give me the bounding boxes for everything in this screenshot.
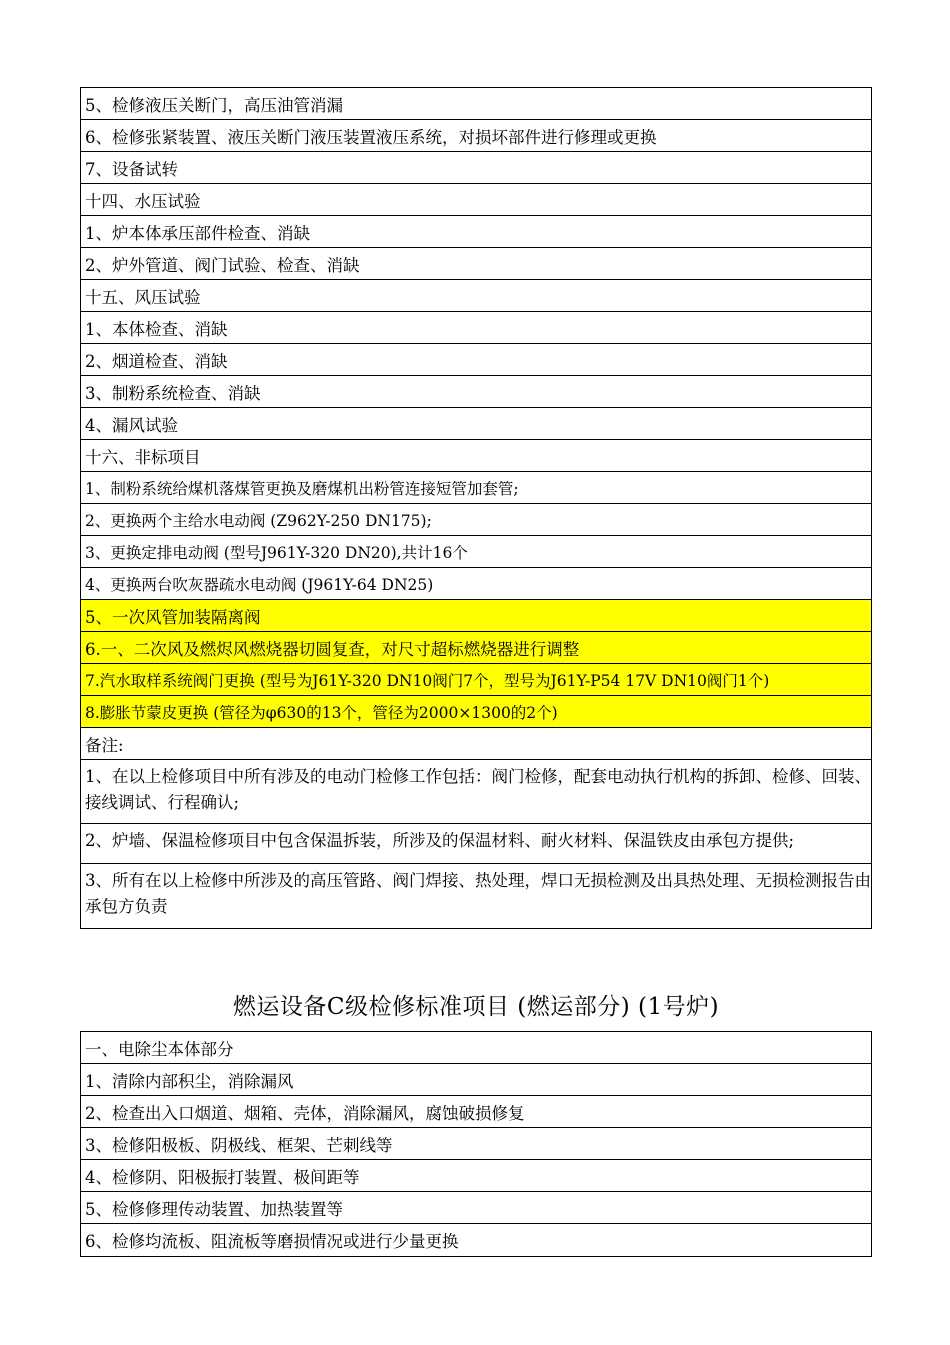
- table-row: 3、所有在以上检修中所涉及的高压管路、阀门焊接、热处理，焊口无损检测及出具热处理、无损检测报告由承包方负责: [85, 871, 871, 916]
- table-row: 2、烟道检查、消缺: [81, 344, 871, 376]
- table-row: 2、炉墙、保温检修项目中包含保温拆装，所涉及的保温材料、耐火材料、保温铁皮由承包方提供;: [81, 824, 871, 864]
- section-title: 燃运设备C级检修标准项目 (燃运部分) (1号炉): [232, 994, 720, 1020]
- table-row: 1、制粉系统给煤机落煤管更换及磨煤机出粉管连接短管加套管;: [81, 472, 871, 504]
- table-row: 3、更换定排电动阀 (型号J961Y-320 DN20),共计16个: [81, 536, 871, 568]
- table-row: 7、设备试转: [81, 152, 871, 184]
- table-row: 6、检修张紧装置、液压关断门液压装置液压系统，对损坏部件进行修理或更换: [81, 120, 871, 152]
- maintenance-items-table: [80, 87, 872, 929]
- table-row: 4、漏风试验: [81, 408, 871, 440]
- table-row: 十五、风压试验: [81, 280, 871, 312]
- table-row: 1、在以上检修项目中所有涉及的电动门检修工作包括：阀门检修，配套电动执行机构的拆卸、检修、回装、接线调试、行程确认;: [81, 760, 871, 824]
- table-row: 3、制粉系统检查、消缺: [81, 376, 871, 408]
- table-row: 十四、水压试验: [81, 184, 871, 216]
- table-row: 5、检修液压关断门，高压油管消漏: [81, 88, 871, 120]
- table-row: 十六、非标项目: [81, 440, 871, 472]
- table-row: 7.汽水取样系统阀门更换 (型号为J61Y-320 DN10阀门7个，型号为J61Y-P54 17V DN10阀门1个): [81, 664, 871, 696]
- table-row: 4、更换两台吹灰器疏水电动阀 (J961Y-64 DN25): [81, 568, 871, 600]
- table-row: 1、清除内部积尘，消除漏风: [81, 1064, 871, 1096]
- table-row: 1、炉本体承压部件检查、消缺: [81, 216, 871, 248]
- table-row: 6、检修均流板、阻流板等磨损情况或进行少量更换: [85, 1232, 459, 1251]
- table-row: 6.一、二次风及燃烬风燃烧器切圆复查，对尺寸超标燃烧器进行调整: [81, 632, 871, 664]
- table-row: 2、检查出入口烟道、烟箱、壳体，消除漏风，腐蚀破损修复: [81, 1096, 871, 1128]
- table-row: 5、一次风管加装隔离阀: [81, 600, 871, 632]
- table-row: 2、炉外管道、阀门试验、检查、消缺: [81, 248, 871, 280]
- table-row: 一、电除尘本体部分: [81, 1032, 871, 1064]
- table-row: 3、检修阳极板、阴极线、框架、芒刺线等: [81, 1128, 871, 1160]
- table-row: 5、检修修理传动装置、加热装置等: [81, 1192, 871, 1224]
- table-row: 1、本体检查、消缺: [81, 312, 871, 344]
- table-row: 备注:: [81, 728, 871, 760]
- fuel-transport-items-table: [80, 1031, 872, 1257]
- table-row: 2、更换两个主给水电动阀 (Z962Y-250 DN175);: [81, 504, 871, 536]
- table-row: 4、检修阴、阳极振打装置、极间距等: [81, 1160, 871, 1192]
- table-row: 8.膨胀节蒙皮更换 (管径为φ630的13个，管径为2000×1300的2个): [81, 696, 871, 728]
